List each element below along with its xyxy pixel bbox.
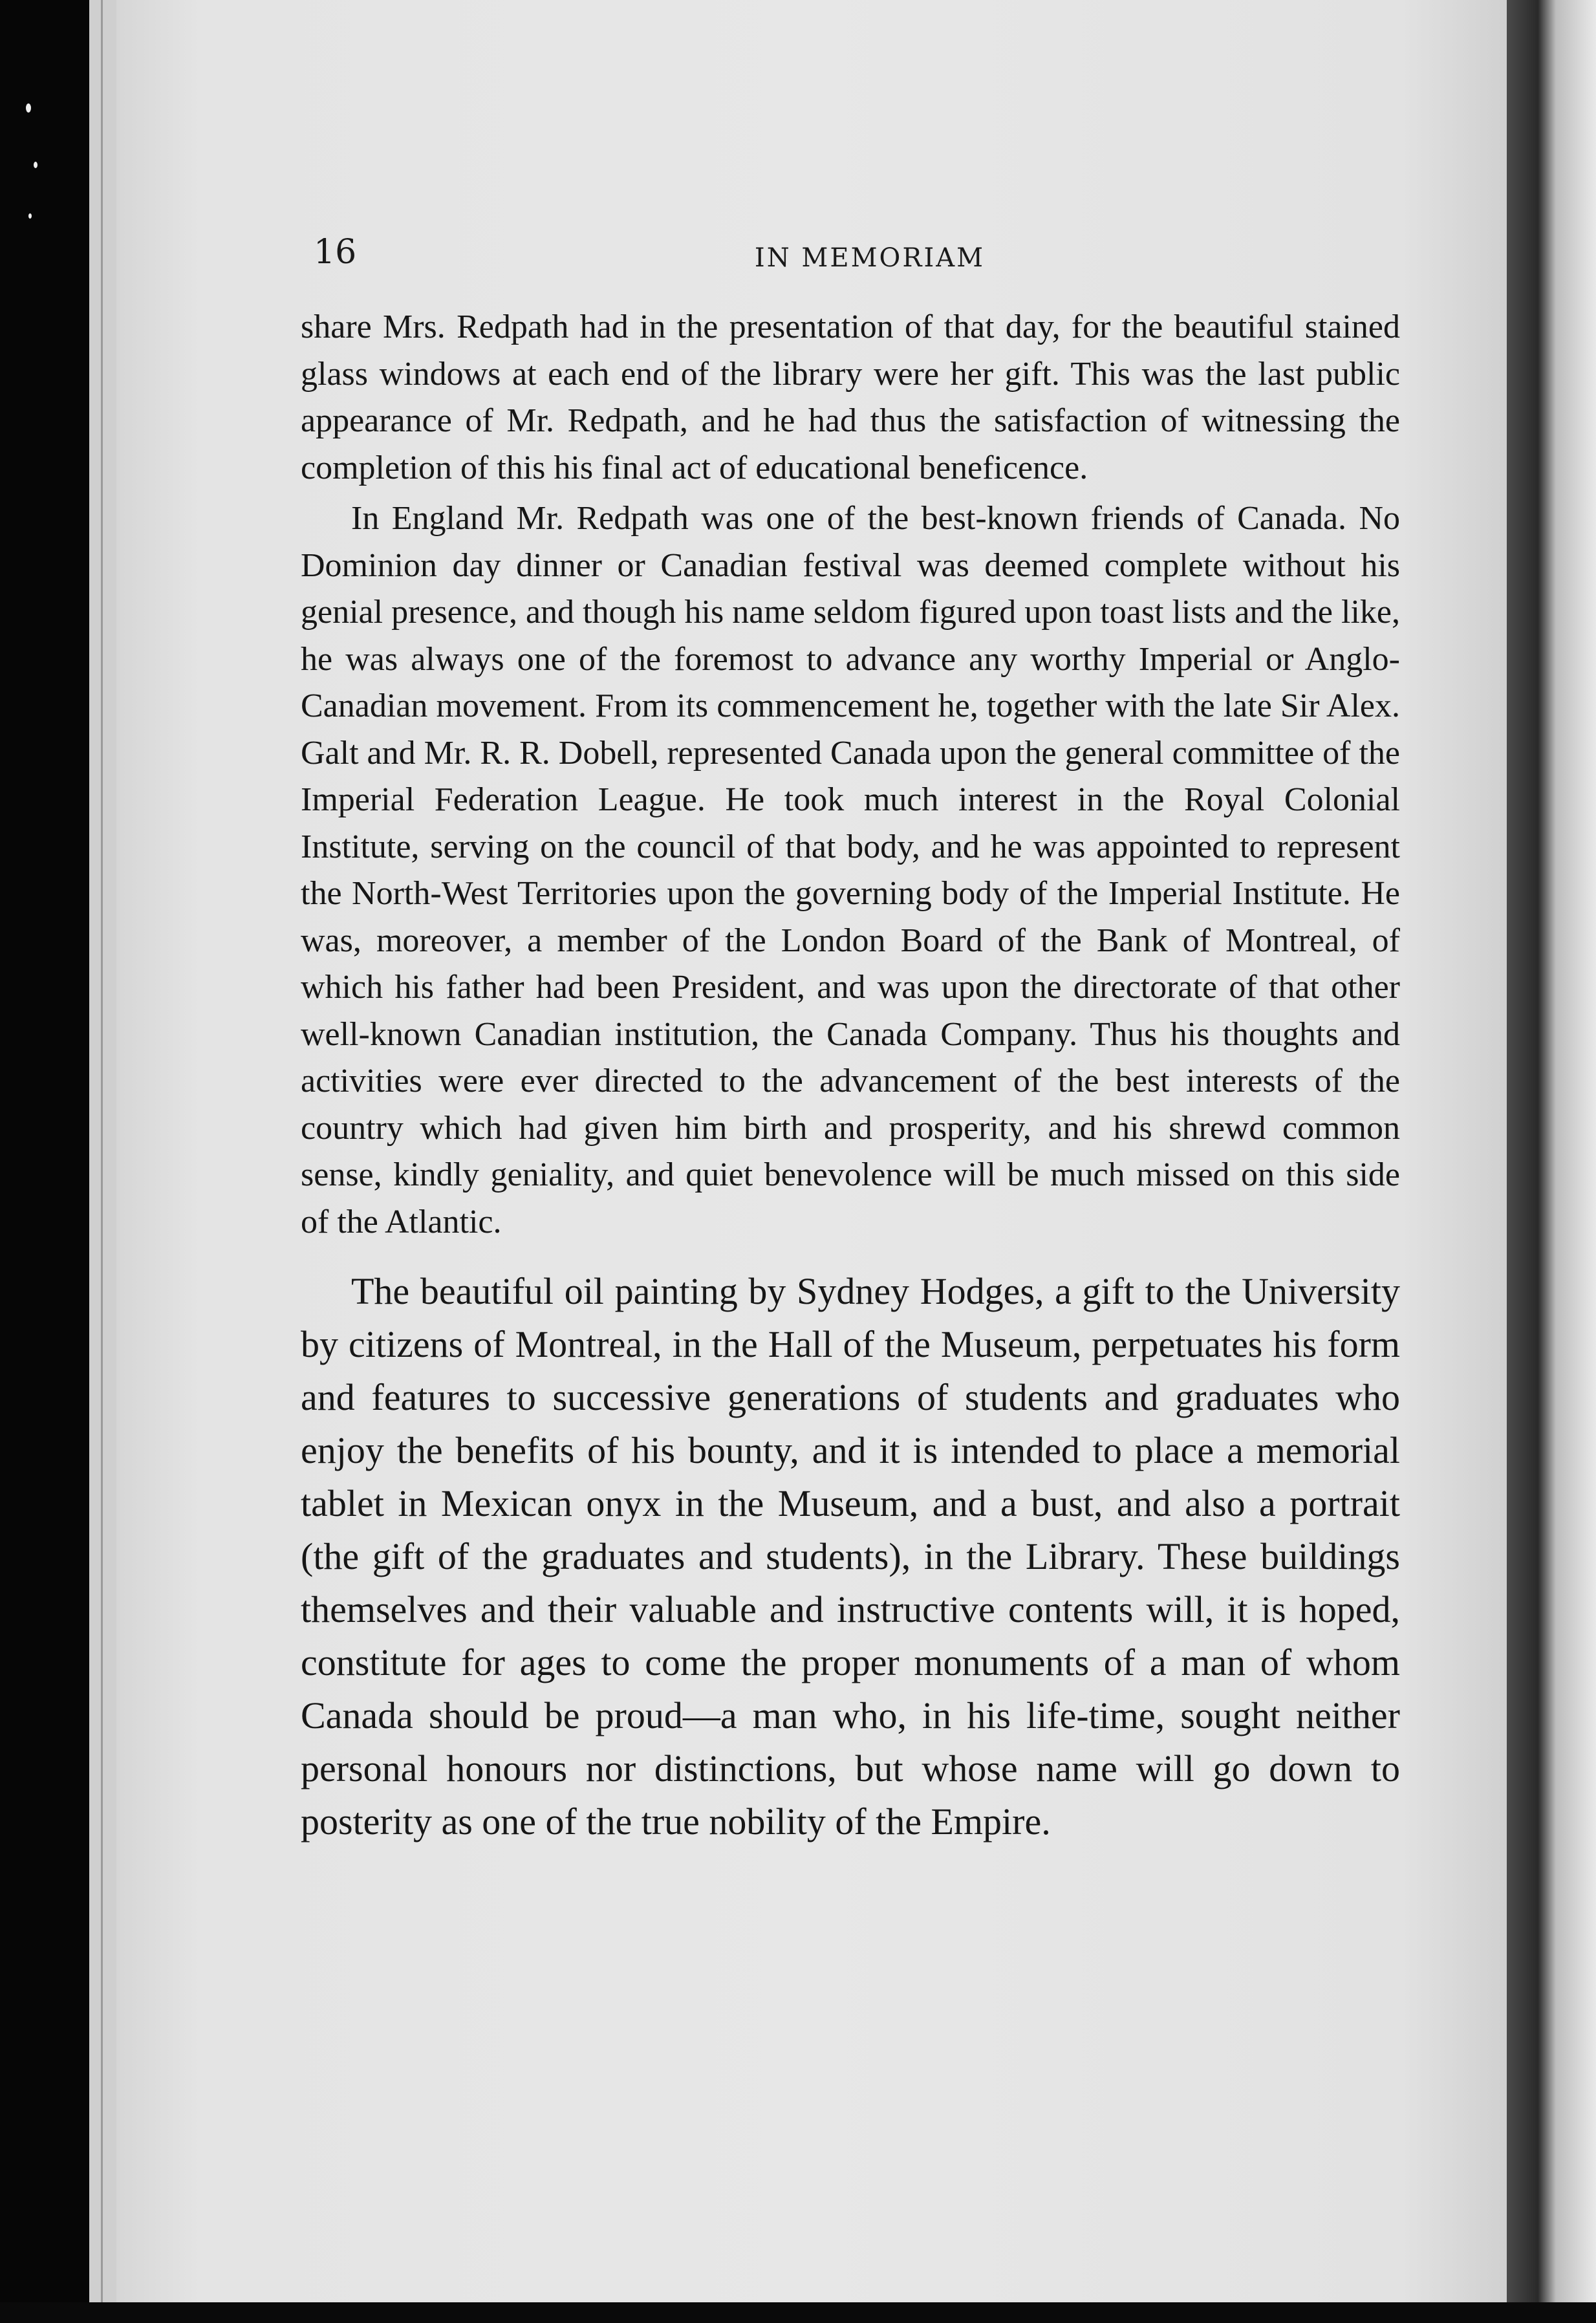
paragraph: share Mrs. Redpath had in the presentation of that day, for the beautiful stained glass windows at each end of the library were her gift. This was the last public appearance of Mr. Redpath, and he had thus the satisfaction of witnessing the completion of this his final act of educational beneficence. [301,308,1400,486]
dust-speck [26,103,31,113]
scan-bottom-border [0,2302,1596,2323]
dust-speck [28,213,32,219]
paragraph: In England Mr. Redpath was one of the best-known friends of Canada. No Dominion day dinner or Canadian festival was deemed complete without his genial presence, and though his name seldom figured upon toast lists and the like, he was always one of the foremost to advance any worthy Imperial or Anglo-Canadian movement. From its commencement he, together with the late Sir Alex. Galt and Mr. R. R. Dobell, represented Canada upon the general committee of the Imperial Federation League. He took much interest in the Royal Colonial Institute, serving on the council of that body, and he was appointed to represent the North-West Territories upon the governing body of the Imperial Institute. He was, moreover, a member of the London Board of the Bank of Montreal, of which his father had been President, and was upon the directorate of that other well-known Canadian institution, the Canada Company. Thus his thoughts and activities were ever directed to the advancement of the best interests of the country which had given him birth and prosperity, and his shrewd common sense, kindly geniality, and quiet benevolence will be much missed on this side of the Atlantic. [301,500,1400,1240]
paragraph: The beautiful oil painting by Sydney Hodges, a gift to the University by citizens of Montreal, in the Hall of the Museum, perpetuates his form and features to successive generations of students and graduates who enjoy the benefits of his bounty, and it is intended to place a memorial tablet in Mexican onyx in the Museum, and a bust, and also a portrait (the gift of the graduates and students), in the Library. These buildings themselves and their valuable and instructive contents will, it is hoped, constitute for ages to come the proper monuments of a man of whom Canada should be proud—a man who, in his life-time, sought neither personal honours nor distinctions, but whose name will go down to posterity as one of the true nobility of the Empire. [301,1270,1400,1842]
running-head [314,233,1426,285]
body-text [301,304,1400,1848]
page-number: 16 [314,233,357,272]
page-edge-line [101,0,103,2302]
running-title: IN MEMORIAM [754,243,986,273]
dust-speck [34,162,38,168]
book-gutter [1507,0,1596,2302]
